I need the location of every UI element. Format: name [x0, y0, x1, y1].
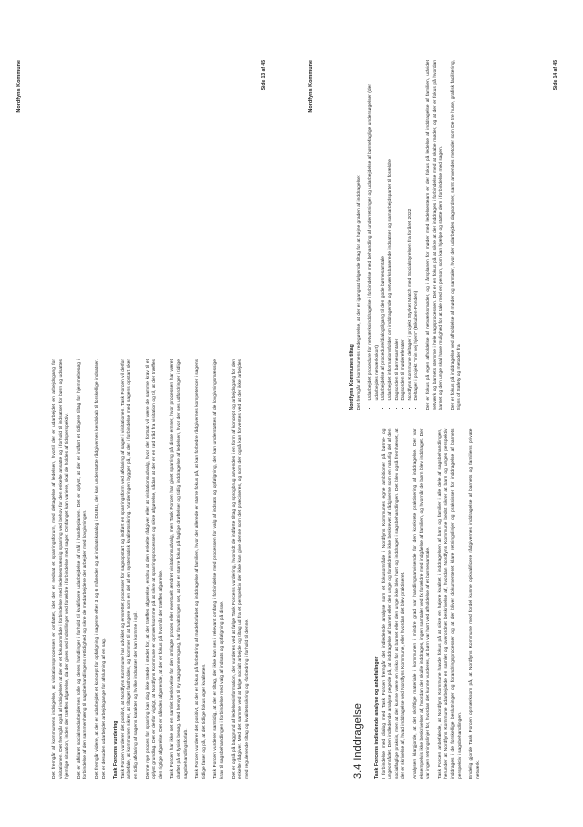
paragraph: Analysen klargjorde, at det skriftlige materiale i kommunen i mindre grad var handlingsanvisende for den konkrete praktisering af inddragelse. Der var eksempelvis ikke beskrivelser af, hvordan der skulle inddrages, ingen samtaler ved fx forældre med indgåelse af familien, og hvornår de børn blev inddraget. Der var ingen retningslinjer for, hvordan det kunne vurderes, at børn var hørt ved afholdelse af et børnesamtale. [412, 428, 432, 779]
list-item: • Nordfyns Kommune deltager i projekt Styrket Match med Socialstyrelsen fra foråret 2022 [408, 60, 415, 401]
paragraph: Der er fokus på egen afholdelse af netværksmøder, og i årsplanen for møder med ledelsesteam er der fokus på ledelse af inddragelse af familien, udvidet netværk og barnets stemme i hele sagsprocessen. Det er en fokus på at sikre at der inddrages i forbindelse med at skabe møder, og at der er fokus på hvordan barnet og den unge skal have mulighed for at tale med en person, som kan hjælpe og støtte dem i forbindelse med sagen. [425, 60, 445, 411]
paragraph: Denne nye proces for sparring kan dog ikke træde i stedet for, at der træffes afgørelse, endnu at den enkelte rådgiver eller at visitationsudvalg, hvor der fortsat vil være de samme krav til et oplyst grundlag. Det er derfor vigtigt, at Nordfyns Kommune er opmærksomme på at sikre at sparringsprocessen og sikre afgørelse, sådan at der er en rød tråd fra visitation og til, at der træffes den rigtige afgørelse. Det er således afgørende, at der er fokus på hvornår der træffes afgørelse. [145, 359, 164, 779]
page-right-body [344, 60, 543, 779]
paragraph: Task Forcen vurderer det positivt, at Nordfyns Kommune har udviklet og ensrettet processer for sagsopstart og indført en sparringsform ved afklaring af sager i visitationen. Task Forcen vil derfor anbefale, at kommunen sikrer, at tiltaget fastholdes, og kommer til at fungere som en del af en systematisk kvalitetssikring. Vurderingen bygger på, at der i forbindelse med sagens opstart sker en tidlig afklaring af sagens karakter og hvilke indsatser der kan komme i spil. [120, 359, 139, 779]
paragraph: I forbindelse med dialog med Task Forcen fremgår det indledende analyse som et fokusområde i Nordfyns Kommunes egne ambitioner på børne- og ungeområdet. Den indledende analyse pegede på, at inddragelse af barnet eller den unge og forældrene ikke beskrevet af rådgiverne som en naturlig del af den socialfaglige praksis, men at der kunne være en risiko for at barnet eller den unge ikke blev hørt og inddraget i sagsbehandlingen. Det blev også fremhævet, at der er skrivelse af, hvad inddragelse ved Nordfyns Kommune, eller hvordan det blev praktiseret. [381, 428, 407, 779]
paragraph: Der er fokus på inddragelse ved afholdelse af møder og samtaler, hvor der udarbejdes dagsordner, samt anvendes metoder som De tre huse, grafisk facilitering, Signs of Safety og metoder fra [450, 60, 463, 411]
list-item: • Dagsorden til børnesamtaler [395, 60, 402, 401]
paragraph: Det er også på baggrund af ledelsesinformation, der vurderes ved at følge Task Forcens vurdering, hvorvidt de indførte tiltag og sprogbrug anvendes i en form af koncept og arbejdsgang for den enkelte rådgiver. Med det samme ved at følge socialt arbejde og tiltag ud fra et perspektiv der ikke kan give denne som det præciseres, og som der også kan forventes ved at der ikke arbejdes med regulerende tiltag og kvalitetssikring og -forbedring i forhold til denne. [231, 359, 250, 779]
page-right [292, 0, 583, 827]
page-left [0, 0, 291, 827]
paragraph: Endelig gjorde Task Forcen opmærksom på, at Nordfyns Kommune med fordel kunne opkvalificere rådgivernes inddragelse af barnets og familiens private netværk. [469, 428, 481, 779]
page-header: Nordfyns Kommune [308, 60, 314, 113]
paragraph: Det fremgår videre, at der er udarbejdet et koncept for opfølgning i sagerne efter 3 og 6 måneder og at indsatskatalog i DUBU, der kan understøtte rådgivernes kendskab til forskellige indsatser. Det er desuden udarbejdet arbejdsgange for afslutning af en sag. [95, 359, 107, 779]
section-heading: Nordfyns Kommunes tiltag [349, 344, 355, 411]
bullet-list [368, 60, 421, 411]
page-left-body [52, 359, 251, 779]
paragraph: Det fremgår af kommunens indsigelse, at visitationsprocessen er omfattet, idet der er nedsat et sparringsforum, med deltagelse af ledelsen, hvortil der er udarbejdet en arbejdsgang for visitationen. Det fremgår også af indsigelsen at der er et fokusområde i forbindelse med ledelsesmæssig sparring ved behov for den enkelte ansatte og i forhold til indsatser for børn og udsattes hjemlige situation, inden der træffes afgørelse, da der gives ved indstillinger ved forældre i forbindelse med sager. Omfanget kan variere, skal de holdes af tidsperspektiv. [52, 359, 71, 779]
paragraph: Task Forcen vurderer det positivt, at der er fokus på forbedring af mødeforløbet og inddragelse af familien, hvor der allerede er større fokus på, at kan forbedre rådgivernes kompetencer i sagens tidlige faser og på, at det tidlige fokus øger kvaliteten. [195, 359, 207, 779]
list-item: • Udarbejdet informationsfolder om inddragende og netværksbaserede indsatser og samarbejdsparter til forældre [388, 60, 395, 401]
page-number: Side 13 af 45 [261, 60, 267, 91]
column-1 [344, 429, 543, 780]
list-item: • Udarbejdelse af procedure/dialogtilgang til den gode børnesamtale [381, 60, 388, 401]
column-2 [344, 60, 543, 411]
list-item: • Dagsorden til mødereferater [401, 60, 408, 401]
section-title: 3.4 Inddragelse [352, 703, 364, 779]
section-heading: Task Forcens indledende analyse og anbefalinger [374, 656, 380, 779]
page-number: Side 14 af 45 [553, 60, 559, 91]
paragraph: Det er afklaret socialmedarbejdernes rolle og deres handlinger i forhold til kvalificere udarbejdelse af mål i handleplanen. Det er oplyst, at der er indført et tidligere tiltag for hjemmebesøg i forbindelse af den sammenhæng til sagsbehandlingens rettidighed og sikre de medarbejdere der arbejder med lovgivningen. [76, 359, 89, 779]
list-item: • Udarbejdet procedure for netværksinddragelse i forbindelse med behandling af underretninger og udarbejdelse af børnefaglige undersøgelser (der udarbejdes netværkskort) [368, 60, 381, 401]
paragraph: Task Forcen anbefalede, at Nordfyns Kommune havde fokus på at sikre en højere kvalitet i inddragelsen af barn og familier i alle dele af sagsbehandlingen, herunder at Nordfyns Kommune udarbejdede en samlet og overordnet beskrivelse af, hvordan Nordfyns Kommune bedst sikrer at barn og unges perspektiv inddrages i de forskellige beslutninger og forandringsprocesser og at der bliver dokumenteret klare retningslinjer og praksisser for inddragelse af barnets perspektiv i sagsbehandlingen. [437, 428, 463, 779]
page-header: Nordfyns Kommune [16, 60, 22, 113]
section-heading: Task Forcens vurdering [113, 720, 120, 779]
list-item: • Deltager i projekt "min vej hjem" (Bikuben-Fonden) [414, 60, 421, 401]
paragraph: Det fremgår af kommunens redegørelse, at der er igangsat følgende tiltag for at højne graden af inddragelse: [356, 174, 362, 411]
paragraph: Task Forcen vurderer samtidig, at der er tiltag, der ikke kan ses i relevant omfang i forbindelse med processen for valg af indsats og opfølgning, der kan understøttes af de lovgivningsmæssige krav til sagsbehandlingen i forbindelse med valg af indsats og opfølgning på disse. [213, 359, 226, 779]
paragraph: Task Forcen har ikke set en samlet beskrivelse for den omlagte proces eller eventuelt ændret visitationsudvalg, men Task Forcen har givet sparring på disse emner, hvor processen har været drøftet på et fysisk besøg. Med hensyn til ny sagsgennemgang, har forvaltningen set, at der er større fokus på faglige drøftelser og tidlig inddragelse af ledelsen, hvor der ses udfordringer i tidlige sagsbehandlingsforløb. [170, 359, 189, 779]
